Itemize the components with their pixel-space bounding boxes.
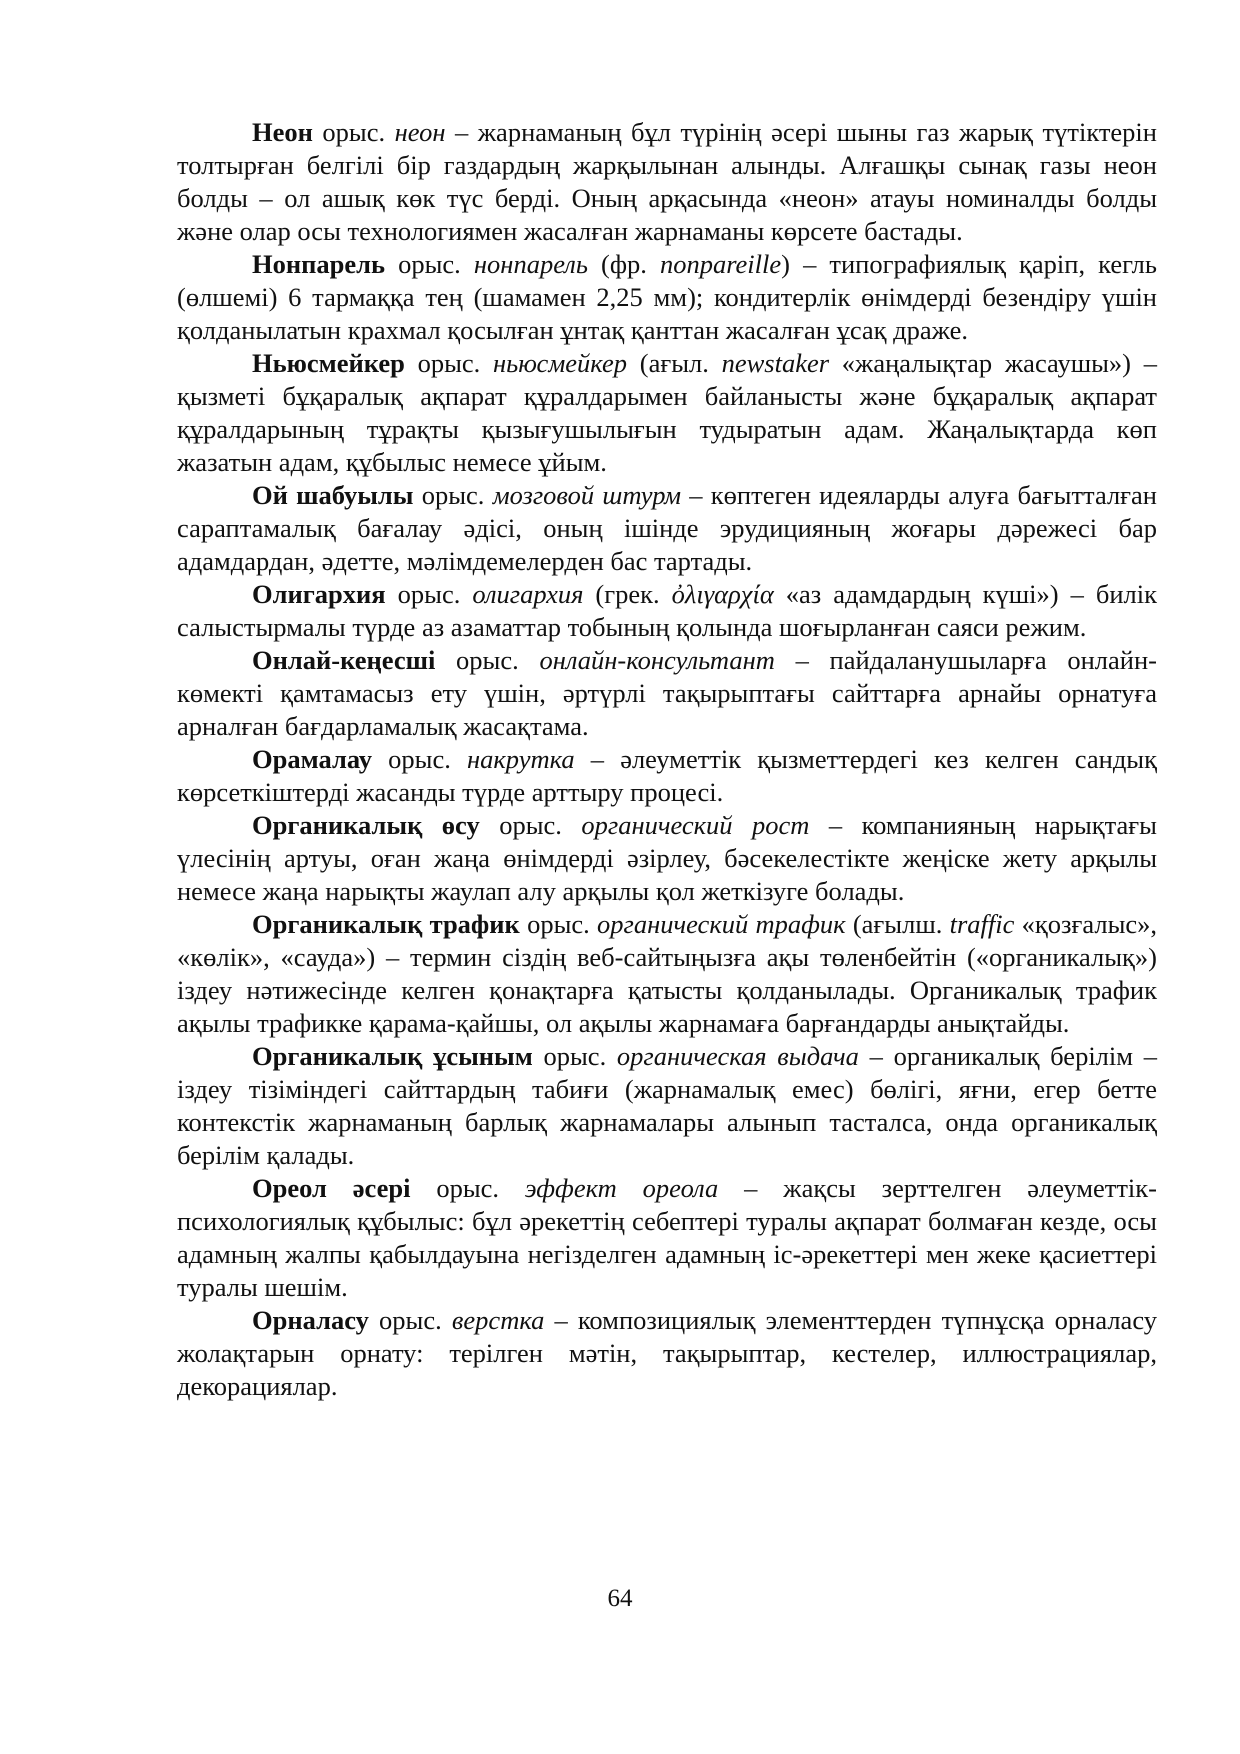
entry-foreign-term: nonpareille bbox=[659, 249, 782, 279]
entry-definition: «қозғалыс», «көлік», «сауда») – термин сіздің веб-сайтыңызға ақы төленбейтін («органикалық») іздеу нәтижесінде келген қонақтарға қатысты қолданылады. Органикалық трафик ақылы трафикке қарама-қайшы, ол ақылы жарнамаға барғандарды анықтайды. bbox=[177, 909, 1158, 1038]
glossary-entry bbox=[177, 809, 1157, 908]
entry-term: Онлай-кеңесші bbox=[252, 645, 436, 675]
entry-term: Органикалық өсу bbox=[252, 810, 480, 840]
entry-text: орыс. bbox=[413, 480, 493, 510]
glossary-entry bbox=[177, 248, 1157, 347]
entry-foreign-term: traffic bbox=[949, 909, 1015, 939]
glossary-entry bbox=[177, 347, 1157, 479]
entry-definition: ) – типографиялық қаріп, кегль (өлшемі) 6 тармаққа тең (шамамен 2,25 мм); кондитерлік өнімдерді безендіру үшін қолданылатын крахмал қосылған ұнтақ қанттан жасалған ұсақ драже. bbox=[177, 249, 1157, 345]
glossary-entry bbox=[177, 116, 1157, 248]
entry-foreign-term: newstaker bbox=[721, 348, 830, 378]
entry-foreign-term: ὀλιγαρχία bbox=[671, 579, 774, 609]
entry-term: Ой шабуылы bbox=[252, 480, 414, 510]
entry-definition: – әлеуметтік қызметтердегі кез келген сандық көрсеткіштерді жасанды түрде арттыру процесі. bbox=[177, 744, 1157, 807]
entry-russian-term: олигархия bbox=[472, 579, 584, 609]
entry-term: Нонпарель bbox=[252, 249, 386, 279]
entry-russian-term: накрутка bbox=[467, 744, 575, 774]
entry-text: орыс. bbox=[371, 744, 468, 774]
page-body bbox=[177, 116, 1157, 1403]
entry-text: (фр. bbox=[587, 249, 660, 279]
entry-text: орыс. bbox=[385, 579, 473, 609]
entry-definition: – компанияның нарықтағы үлесінің артуы, оған жаңа өнімдерді әзірлеу, бәсекелестікте жеңіске жету арқылы немесе жаңа нарықты жаулап алу арқылы қол жеткізуге болады. bbox=[177, 810, 1157, 906]
entry-definition: – көптеген идеяларды алуға бағытталған сараптамалық бағалау әдісі, оның ішінде эрудицияның жоғары дәрежесі бар адамдардан, әдетте, мәлімдемелерден бас тартады. bbox=[177, 480, 1157, 576]
entry-text: (ағыл. bbox=[627, 348, 722, 378]
glossary-entry bbox=[177, 479, 1157, 578]
entry-term: Олигархия bbox=[252, 579, 386, 609]
glossary-entry bbox=[177, 908, 1157, 1040]
entry-definition: – органикалық берілім – іздеу тізіміндегі сайттардың табиғи (жарнамалық емес) бөлігі, яғни, егер бетте контекстік жарнаманың барлық жарнамалары алынып тасталса, онда органикалық берілім қалады. bbox=[177, 1041, 1158, 1170]
entry-russian-term: мозговой штурм bbox=[492, 480, 682, 510]
entry-term: Ньюсмейкер bbox=[252, 348, 405, 378]
entry-russian-term: онлайн-консультант bbox=[539, 645, 775, 675]
glossary-entry bbox=[177, 1172, 1157, 1304]
entry-text: орыс. bbox=[410, 1173, 525, 1203]
entry-term: Ореол әсері bbox=[252, 1173, 411, 1203]
entry-text: орыс. bbox=[312, 117, 395, 147]
entry-russian-term: органическая выдача bbox=[616, 1041, 859, 1071]
entry-russian-term: эффект ореола bbox=[524, 1173, 719, 1203]
entry-term: Орамалау bbox=[252, 744, 372, 774]
entry-definition: – жарнаманың бұл түрінің әсері шыны газ жарық түтіктерін толтырған белгілі бір газдардың жарқылынан алынды. Алғашқы сынақ газы неон болды – ол ашық көк түс берді. Оның арқасында «неон» атауы номиналды болды және олар осы технологиямен жасалған жарнаманы көрсете бастады. bbox=[177, 117, 1157, 246]
entry-text: орыс. bbox=[368, 1305, 452, 1335]
glossary-entry bbox=[177, 1040, 1157, 1172]
entry-term: Неон bbox=[252, 117, 313, 147]
entry-text: орыс. bbox=[385, 249, 474, 279]
entry-text: орыс. bbox=[435, 645, 540, 675]
entry-term: Орналасу bbox=[252, 1305, 369, 1335]
entry-definition: – композициялық элементтерден түпнұсқа орналасу жолақтарын орнату: терілген мәтін, тақырыптар, кестелер, иллюстрациялар, декорациялар. bbox=[177, 1305, 1157, 1401]
entry-russian-term: неон bbox=[394, 117, 446, 147]
entry-russian-term: нонпарель bbox=[473, 249, 588, 279]
entry-definition: – пайдаланушыларға онлайн-көмекті қамтамасыз ету үшін, әртүрлі тақырыптағы сайттарға арнайы орнатуға арналған бағдарламалық жасақтама. bbox=[177, 645, 1157, 741]
entry-text: орыс. bbox=[479, 810, 582, 840]
entry-text: орыс. bbox=[519, 909, 598, 939]
page-number: 64 bbox=[607, 1585, 633, 1612]
entry-term: Органикалық трафик bbox=[252, 909, 520, 939]
entry-russian-term: органический рост bbox=[581, 810, 810, 840]
entry-text: (грек. bbox=[583, 579, 672, 609]
entry-russian-term: верстка bbox=[451, 1305, 545, 1335]
entry-russian-term: органический трафик bbox=[597, 909, 846, 939]
glossary-entry bbox=[177, 644, 1157, 743]
entry-text: орыс. bbox=[532, 1041, 617, 1071]
glossary-entry bbox=[177, 743, 1157, 809]
entry-definition: «жаңалықтар жасаушы») – қызметі бұқаралық ақпарат құралдарымен байланысты және бұқаралық ақпарат құралдарының тұрақты қызығушылығын тудыратын адам. Жаңалықтарда көп жазатын адам, құбылыс немесе ұйым. bbox=[177, 348, 1157, 477]
entry-russian-term: ньюсмейкер bbox=[493, 348, 627, 378]
entry-definition: – жақсы зерттелген әлеуметтік-психологиялық құбылыс: бұл әрекеттің себептері туралы ақпарат болмаған кезде, осы адамның жалпы қабылдауына негізделген адамның іс-әрекеттері мен жеке қасиеттері туралы шешім. bbox=[177, 1173, 1157, 1302]
entry-term: Органикалық ұсыным bbox=[252, 1041, 533, 1071]
glossary-entry bbox=[177, 578, 1157, 644]
glossary-entry bbox=[177, 1304, 1157, 1403]
entry-text: орыс. bbox=[404, 348, 494, 378]
entry-text: (ағылш. bbox=[845, 909, 950, 939]
entry-definition: «аз адамдардың күші») – билік салыстырмалы түрде аз азаматтар тобының қолында шоғырланған саяси режим. bbox=[177, 579, 1157, 642]
